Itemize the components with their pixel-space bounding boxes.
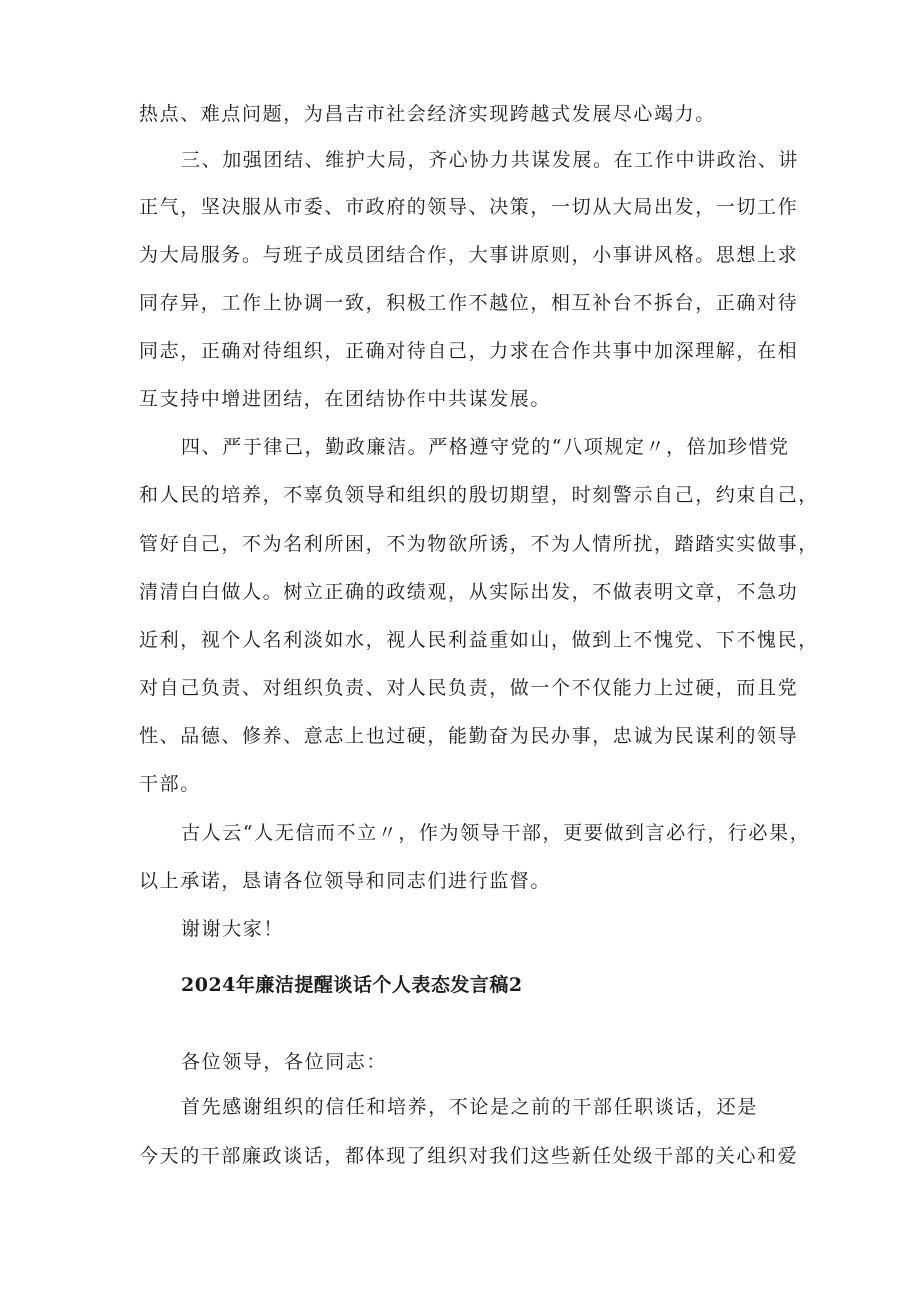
paragraph-line: 古人云“人无信而不立〃，作为领导干部，更要做到言必行，行必果，: [181, 822, 811, 844]
section-title: 2024年廉洁提醒谈话个人表态发言稿2: [181, 974, 523, 996]
paragraph-line: 干部。: [139, 773, 201, 795]
paragraph-line: 对自己负责、对组织负责、对人民负责，做一个不仅能力上过硬，而且党: [139, 677, 799, 699]
paragraph-line: 为大局服务。与班子成员团结合作，大事讲原则，小事讲风格。思想上求: [139, 244, 799, 266]
paragraph-line: 同存异，工作上协调一致，积极工作不越位，相互补台不拆台，正确对待: [139, 292, 799, 314]
closing-line: 谢谢大家！: [181, 918, 285, 940]
paragraph-line: 管好自己，不为名利所困，不为物欲所诱，不为人情所扰，踏踏实实做事，: [139, 533, 819, 555]
paragraph-line: 和人民的培养，不辜负领导和组织的殷切期望，时刻警示自己，约束自己，: [139, 484, 819, 506]
paragraph-line: 以上承诺，恳请各位领导和同志们进行监督。: [139, 870, 552, 892]
paragraph-line: 同志，正确对待组织，正确对待自己，力求在合作共事中加深理解，在相: [139, 340, 799, 362]
paragraph-line: 互支持中增进团结，在团结协作中共谋发展。: [139, 388, 552, 410]
paragraph-line: 三、加强团结、维护大局，齐心协力共谋发展。在工作中讲政治、讲: [181, 149, 800, 171]
paragraph-line: 性、品德、修养、意志上也过硬，能勤奋为民办事，忠诚为民谋利的领导: [139, 725, 799, 747]
paragraph-line: 热点、难点问题，为昌吉市社会经济实现跨越式发展尽心竭力。: [139, 103, 716, 125]
salutation: 各位领导，各位同志：: [181, 1051, 388, 1073]
paragraph-line: 近利，视个人名利淡如水，视人民利益重如山，做到上不愧党、下不愧民，: [139, 629, 819, 651]
paragraph-line: 清清白白做人。树立正确的政绩观，从实际出发，不做表明文章，不急功: [139, 581, 799, 603]
paragraph-line: 正气，坚决服从市委、市政府的领导、决策，一切从大局出发，一切工作: [139, 196, 799, 218]
paragraph-line: 今天的干部廉政谈话，都体现了组织对我们这些新任处级干部的关心和爱: [139, 1145, 799, 1167]
paragraph-line: 首先感谢组织的信任和培养，不论是之前的干部任职谈话，还是: [181, 1096, 758, 1118]
paragraph-line: 四、严于律己，勤政廉洁。严格遵守党的“八项规定〃，倍加珍惜党: [181, 436, 790, 458]
